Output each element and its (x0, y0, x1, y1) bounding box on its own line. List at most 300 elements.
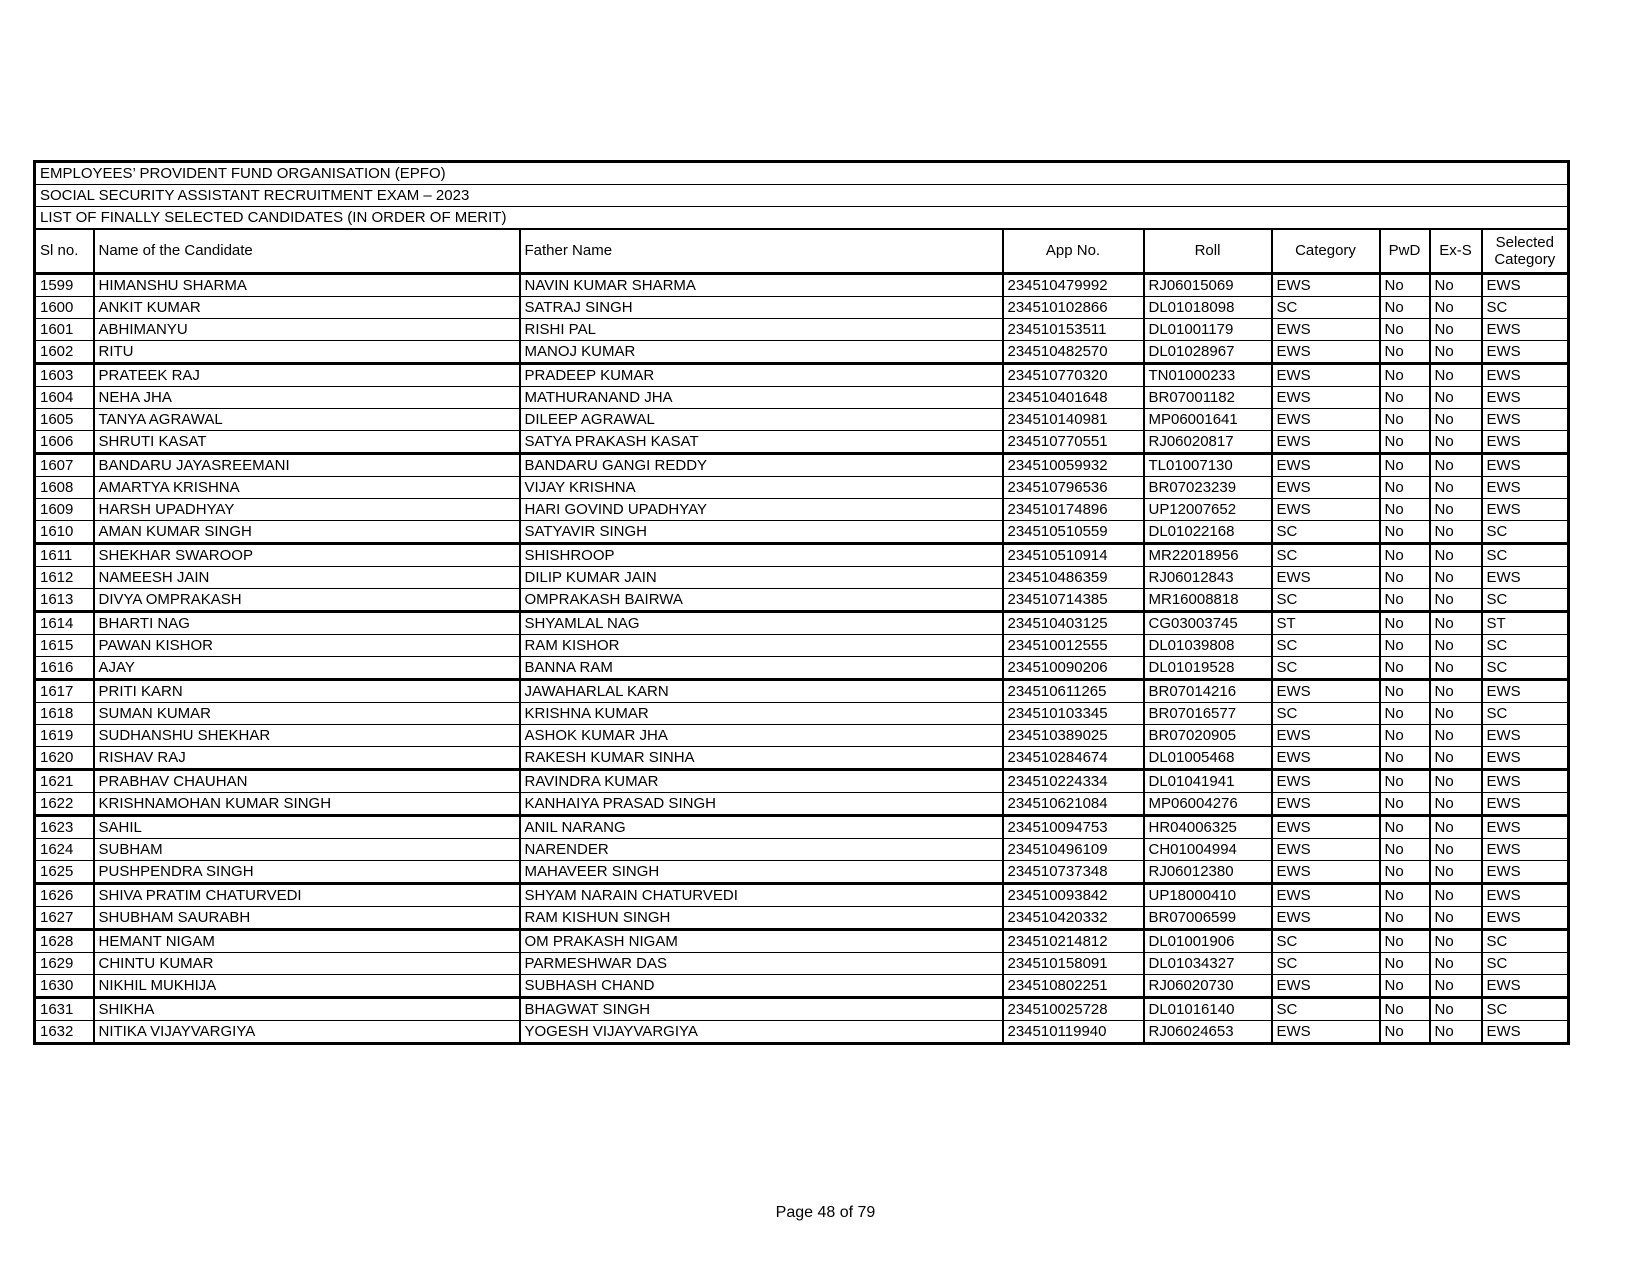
cell-ex-s: No (1430, 930, 1482, 953)
table-row (35, 930, 1569, 953)
cell-ex-s: No (1430, 341, 1482, 364)
cell-ex-s: No (1430, 387, 1482, 409)
cell-pwd: No (1380, 477, 1430, 499)
cell-selected-category: EWS (1482, 274, 1569, 297)
cell-category: EWS (1272, 816, 1380, 839)
cell-roll: BR07023239 (1144, 477, 1272, 499)
cell-pwd: No (1380, 635, 1430, 657)
cell-selected-category: EWS (1482, 975, 1569, 998)
cell-candidate-name: SHRUTI KASAT (94, 431, 520, 454)
cell-roll: CG03003745 (1144, 612, 1272, 635)
cell-sl-no: 1626 (35, 884, 94, 907)
cell-father-name: ANIL NARANG (520, 816, 1003, 839)
cell-roll: BR07020905 (1144, 725, 1272, 747)
cell-pwd: No (1380, 364, 1430, 387)
cell-sl-no: 1601 (35, 319, 94, 341)
cell-father-name: JAWAHARLAL KARN (520, 680, 1003, 703)
cell-selected-category: EWS (1482, 454, 1569, 477)
cell-selected-category: EWS (1482, 364, 1569, 387)
table-row (35, 454, 1569, 477)
column-header-pwd: PwD (1380, 229, 1430, 274)
cell-roll: DL01028967 (1144, 341, 1272, 364)
cell-candidate-name: DIVYA OMPRAKASH (94, 589, 520, 612)
cell-pwd: No (1380, 341, 1430, 364)
cell-pwd: No (1380, 612, 1430, 635)
cell-pwd: No (1380, 998, 1430, 1021)
cell-father-name: MANOJ KUMAR (520, 341, 1003, 364)
cell-sl-no: 1629 (35, 953, 94, 975)
cell-category: EWS (1272, 680, 1380, 703)
cell-category: ST (1272, 612, 1380, 635)
cell-selected-category: EWS (1482, 747, 1569, 770)
cell-pwd: No (1380, 953, 1430, 975)
column-header-ex-s: Ex-S (1430, 229, 1482, 274)
cell-selected-category: EWS (1482, 793, 1569, 816)
cell-selected-category: EWS (1482, 839, 1569, 861)
cell-app-no: 234510012555 (1003, 635, 1144, 657)
cell-selected-category: ST (1482, 612, 1569, 635)
cell-selected-category: SC (1482, 998, 1569, 1021)
cell-ex-s: No (1430, 725, 1482, 747)
table-row (35, 409, 1569, 431)
cell-sl-no: 1605 (35, 409, 94, 431)
cell-sl-no: 1604 (35, 387, 94, 409)
cell-ex-s: No (1430, 319, 1482, 341)
cell-candidate-name: HEMANT NIGAM (94, 930, 520, 953)
cell-roll: DL01041941 (1144, 770, 1272, 793)
column-header-roll: Roll (1144, 229, 1272, 274)
cell-candidate-name: SHIKHA (94, 998, 520, 1021)
cell-ex-s: No (1430, 589, 1482, 612)
cell-pwd: No (1380, 589, 1430, 612)
cell-sl-no: 1610 (35, 521, 94, 544)
cell-pwd: No (1380, 747, 1430, 770)
cell-pwd: No (1380, 861, 1430, 884)
cell-father-name: KRISHNA KUMAR (520, 703, 1003, 725)
cell-ex-s: No (1430, 274, 1482, 297)
table-row (35, 477, 1569, 499)
cell-father-name: SATRAJ SINGH (520, 297, 1003, 319)
cell-father-name: SUBHASH CHAND (520, 975, 1003, 998)
table-row (35, 680, 1569, 703)
cell-selected-category: EWS (1482, 477, 1569, 499)
cell-sl-no: 1613 (35, 589, 94, 612)
cell-roll: BR07001182 (1144, 387, 1272, 409)
cell-category: EWS (1272, 364, 1380, 387)
cell-pwd: No (1380, 499, 1430, 521)
cell-selected-category: EWS (1482, 884, 1569, 907)
cell-app-no: 234510025728 (1003, 998, 1144, 1021)
report-title: EMPLOYEES’ PROVIDENT FUND ORGANISATION (EPFO) (35, 162, 1569, 185)
cell-pwd: No (1380, 975, 1430, 998)
cell-father-name: SATYAVIR SINGH (520, 521, 1003, 544)
cell-app-no: 234510479992 (1003, 274, 1144, 297)
cell-candidate-name: PRABHAV CHAUHAN (94, 770, 520, 793)
cell-candidate-name: PRITI KARN (94, 680, 520, 703)
table-row (35, 431, 1569, 454)
cell-app-no: 234510486359 (1003, 567, 1144, 589)
cell-sl-no: 1607 (35, 454, 94, 477)
cell-father-name: DILEEP AGRAWAL (520, 409, 1003, 431)
cell-candidate-name: BHARTI NAG (94, 612, 520, 635)
cell-app-no: 234510059932 (1003, 454, 1144, 477)
cell-category: EWS (1272, 747, 1380, 770)
cell-category: SC (1272, 297, 1380, 319)
cell-category: EWS (1272, 454, 1380, 477)
table-body (35, 274, 1569, 1044)
cell-roll: DL01016140 (1144, 998, 1272, 1021)
cell-ex-s: No (1430, 612, 1482, 635)
table-row (35, 953, 1569, 975)
cell-pwd: No (1380, 657, 1430, 680)
cell-father-name: BANNA RAM (520, 657, 1003, 680)
cell-ex-s: No (1430, 657, 1482, 680)
cell-category: EWS (1272, 907, 1380, 930)
cell-candidate-name: AMARTYA KRISHNA (94, 477, 520, 499)
cell-roll: RJ06020817 (1144, 431, 1272, 454)
cell-sl-no: 1606 (35, 431, 94, 454)
cell-pwd: No (1380, 884, 1430, 907)
cell-pwd: No (1380, 297, 1430, 319)
cell-category: EWS (1272, 884, 1380, 907)
cell-pwd: No (1380, 431, 1430, 454)
report-list-heading: LIST OF FINALLY SELECTED CANDIDATES (IN ORDER OF MERIT) (35, 207, 1569, 230)
cell-selected-category: SC (1482, 544, 1569, 567)
table-row (35, 839, 1569, 861)
cell-sl-no: 1623 (35, 816, 94, 839)
cell-pwd: No (1380, 930, 1430, 953)
cell-category: SC (1272, 930, 1380, 953)
table-row (35, 341, 1569, 364)
table-row (35, 297, 1569, 319)
cell-pwd: No (1380, 544, 1430, 567)
cell-sl-no: 1620 (35, 747, 94, 770)
cell-ex-s: No (1430, 431, 1482, 454)
cell-app-no: 234510770320 (1003, 364, 1144, 387)
cell-selected-category: EWS (1482, 770, 1569, 793)
cell-sl-no: 1627 (35, 907, 94, 930)
cell-sl-no: 1625 (35, 861, 94, 884)
cell-category: EWS (1272, 499, 1380, 521)
cell-category: SC (1272, 635, 1380, 657)
cell-selected-category: SC (1482, 297, 1569, 319)
column-header-app-no: App No. (1003, 229, 1144, 274)
cell-roll: MP06004276 (1144, 793, 1272, 816)
cell-sl-no: 1622 (35, 793, 94, 816)
cell-app-no: 234510174896 (1003, 499, 1144, 521)
cell-ex-s: No (1430, 364, 1482, 387)
cell-app-no: 234510770551 (1003, 431, 1144, 454)
table-row (35, 657, 1569, 680)
table-row (35, 544, 1569, 567)
table-row (35, 274, 1569, 297)
cell-ex-s: No (1430, 567, 1482, 589)
table-row (35, 747, 1569, 770)
cell-app-no: 234510090206 (1003, 657, 1144, 680)
cell-roll: DL01001179 (1144, 319, 1272, 341)
cell-pwd: No (1380, 703, 1430, 725)
cell-ex-s: No (1430, 703, 1482, 725)
cell-candidate-name: TANYA AGRAWAL (94, 409, 520, 431)
table-row (35, 816, 1569, 839)
cell-roll: TL01007130 (1144, 454, 1272, 477)
cell-app-no: 234510802251 (1003, 975, 1144, 998)
cell-ex-s: No (1430, 770, 1482, 793)
cell-pwd: No (1380, 816, 1430, 839)
cell-sl-no: 1624 (35, 839, 94, 861)
cell-roll: BR07014216 (1144, 680, 1272, 703)
cell-candidate-name: SUDHANSHU SHEKHAR (94, 725, 520, 747)
cell-father-name: RAM KISHOR (520, 635, 1003, 657)
cell-app-no: 234510403125 (1003, 612, 1144, 635)
cell-pwd: No (1380, 567, 1430, 589)
cell-app-no: 234510621084 (1003, 793, 1144, 816)
cell-ex-s: No (1430, 409, 1482, 431)
cell-sl-no: 1615 (35, 635, 94, 657)
cell-roll: DL01001906 (1144, 930, 1272, 953)
table-row (35, 793, 1569, 816)
cell-selected-category: EWS (1482, 319, 1569, 341)
cell-father-name: YOGESH VIJAYVARGIYA (520, 1021, 1003, 1044)
cell-ex-s: No (1430, 998, 1482, 1021)
report-subtitle: SOCIAL SECURITY ASSISTANT RECRUITMENT EXAM – 2023 (35, 185, 1569, 207)
cell-sl-no: 1609 (35, 499, 94, 521)
cell-category: SC (1272, 544, 1380, 567)
cell-candidate-name: SUMAN KUMAR (94, 703, 520, 725)
cell-father-name: VIJAY KRISHNA (520, 477, 1003, 499)
table-row (35, 387, 1569, 409)
cell-candidate-name: ABHIMANYU (94, 319, 520, 341)
cell-roll: DL01034327 (1144, 953, 1272, 975)
cell-app-no: 234510482570 (1003, 341, 1144, 364)
cell-roll: RJ06024653 (1144, 1021, 1272, 1044)
cell-selected-category: EWS (1482, 409, 1569, 431)
cell-sl-no: 1603 (35, 364, 94, 387)
cell-candidate-name: BANDARU JAYASREEMANI (94, 454, 520, 477)
cell-father-name: RAVINDRA KUMAR (520, 770, 1003, 793)
cell-roll: RJ06012843 (1144, 567, 1272, 589)
cell-father-name: BHAGWAT SINGH (520, 998, 1003, 1021)
cell-category: EWS (1272, 274, 1380, 297)
table-row (35, 499, 1569, 521)
cell-candidate-name: HIMANSHU SHARMA (94, 274, 520, 297)
cell-roll: UP12007652 (1144, 499, 1272, 521)
cell-selected-category: EWS (1482, 1021, 1569, 1044)
cell-sl-no: 1612 (35, 567, 94, 589)
document-page (33, 160, 1570, 1045)
cell-father-name: SHISHROOP (520, 544, 1003, 567)
cell-roll: UP18000410 (1144, 884, 1272, 907)
cell-sl-no: 1602 (35, 341, 94, 364)
cell-category: SC (1272, 703, 1380, 725)
cell-father-name: RAKESH KUMAR SINHA (520, 747, 1003, 770)
column-header-candidate-name: Name of the Candidate (94, 229, 520, 274)
cell-selected-category: SC (1482, 589, 1569, 612)
cell-sl-no: 1611 (35, 544, 94, 567)
cell-pwd: No (1380, 839, 1430, 861)
cell-app-no: 234510714385 (1003, 589, 1144, 612)
cell-selected-category: SC (1482, 703, 1569, 725)
cell-pwd: No (1380, 770, 1430, 793)
cell-app-no: 234510510559 (1003, 521, 1144, 544)
table-row (35, 521, 1569, 544)
cell-app-no: 234510737348 (1003, 861, 1144, 884)
table-row (35, 319, 1569, 341)
cell-sl-no: 1631 (35, 998, 94, 1021)
report-list-heading-row (35, 207, 1569, 230)
cell-category: SC (1272, 953, 1380, 975)
table-row (35, 770, 1569, 793)
cell-app-no: 234510094753 (1003, 816, 1144, 839)
cell-category: SC (1272, 589, 1380, 612)
cell-father-name: DILIP KUMAR JAIN (520, 567, 1003, 589)
cell-app-no: 234510496109 (1003, 839, 1144, 861)
cell-pwd: No (1380, 1021, 1430, 1044)
cell-category: EWS (1272, 1021, 1380, 1044)
cell-ex-s: No (1430, 747, 1482, 770)
cell-sl-no: 1618 (35, 703, 94, 725)
table-row (35, 884, 1569, 907)
cell-candidate-name: NAMEESH JAIN (94, 567, 520, 589)
cell-father-name: PRADEEP KUMAR (520, 364, 1003, 387)
cell-pwd: No (1380, 409, 1430, 431)
cell-pwd: No (1380, 521, 1430, 544)
cell-candidate-name: HARSH UPADHYAY (94, 499, 520, 521)
cell-roll: RJ06020730 (1144, 975, 1272, 998)
cell-selected-category: EWS (1482, 387, 1569, 409)
cell-selected-category: EWS (1482, 341, 1569, 364)
cell-roll: BR07006599 (1144, 907, 1272, 930)
cell-father-name: BANDARU GANGI REDDY (520, 454, 1003, 477)
cell-ex-s: No (1430, 839, 1482, 861)
cell-selected-category: SC (1482, 953, 1569, 975)
table-row (35, 1021, 1569, 1044)
cell-candidate-name: SHIVA PRATIM CHATURVEDI (94, 884, 520, 907)
cell-category: EWS (1272, 341, 1380, 364)
cell-ex-s: No (1430, 477, 1482, 499)
cell-father-name: NAVIN KUMAR SHARMA (520, 274, 1003, 297)
cell-roll: DL01039808 (1144, 635, 1272, 657)
cell-ex-s: No (1430, 521, 1482, 544)
cell-father-name: RAM KISHUN SINGH (520, 907, 1003, 930)
cell-candidate-name: PUSHPENDRA SINGH (94, 861, 520, 884)
cell-selected-category: EWS (1482, 431, 1569, 454)
cell-sl-no: 1621 (35, 770, 94, 793)
cell-candidate-name: SUBHAM (94, 839, 520, 861)
cell-pwd: No (1380, 387, 1430, 409)
cell-candidate-name: KRISHNAMOHAN KUMAR SINGH (94, 793, 520, 816)
cell-category: EWS (1272, 861, 1380, 884)
cell-candidate-name: AMAN KUMAR SINGH (94, 521, 520, 544)
cell-candidate-name: NIKHIL MUKHIJA (94, 975, 520, 998)
cell-ex-s: No (1430, 544, 1482, 567)
cell-pwd: No (1380, 907, 1430, 930)
cell-app-no: 234510224334 (1003, 770, 1144, 793)
cell-sl-no: 1628 (35, 930, 94, 953)
cell-category: EWS (1272, 477, 1380, 499)
cell-father-name: PARMESHWAR DAS (520, 953, 1003, 975)
cell-category: EWS (1272, 725, 1380, 747)
cell-candidate-name: NITIKA VIJAYVARGIYA (94, 1021, 520, 1044)
cell-candidate-name: SAHIL (94, 816, 520, 839)
cell-roll: TN01000233 (1144, 364, 1272, 387)
cell-candidate-name: AJAY (94, 657, 520, 680)
cell-ex-s: No (1430, 1021, 1482, 1044)
cell-ex-s: No (1430, 884, 1482, 907)
cell-sl-no: 1630 (35, 975, 94, 998)
page-number: Page 48 of 79 (775, 1204, 876, 1221)
cell-ex-s: No (1430, 297, 1482, 319)
column-header-category: Category (1272, 229, 1380, 274)
cell-father-name: MAHAVEER SINGH (520, 861, 1003, 884)
cell-app-no: 234510153511 (1003, 319, 1144, 341)
cell-roll: HR04006325 (1144, 816, 1272, 839)
cell-app-no: 234510158091 (1003, 953, 1144, 975)
cell-pwd: No (1380, 454, 1430, 477)
cell-sl-no: 1599 (35, 274, 94, 297)
table-row (35, 861, 1569, 884)
cell-pwd: No (1380, 725, 1430, 747)
cell-category: EWS (1272, 839, 1380, 861)
report-subtitle-row (35, 185, 1569, 207)
cell-sl-no: 1616 (35, 657, 94, 680)
cell-father-name: OMPRAKASH BAIRWA (520, 589, 1003, 612)
cell-app-no: 234510093842 (1003, 884, 1144, 907)
cell-app-no: 234510214812 (1003, 930, 1144, 953)
cell-ex-s: No (1430, 861, 1482, 884)
cell-sl-no: 1619 (35, 725, 94, 747)
cell-ex-s: No (1430, 907, 1482, 930)
cell-sl-no: 1617 (35, 680, 94, 703)
cell-father-name: SATYA PRAKASH KASAT (520, 431, 1003, 454)
column-header-row (35, 229, 1569, 274)
cell-category: SC (1272, 998, 1380, 1021)
cell-app-no: 234510284674 (1003, 747, 1144, 770)
cell-pwd: No (1380, 274, 1430, 297)
cell-selected-category: EWS (1482, 680, 1569, 703)
cell-ex-s: No (1430, 953, 1482, 975)
cell-app-no: 234510140981 (1003, 409, 1144, 431)
table-row (35, 998, 1569, 1021)
cell-category: EWS (1272, 567, 1380, 589)
cell-ex-s: No (1430, 680, 1482, 703)
cell-candidate-name: SHEKHAR SWAROOP (94, 544, 520, 567)
column-header-sl-no: Sl no. (35, 229, 94, 274)
table-row (35, 589, 1569, 612)
cell-father-name: NARENDER (520, 839, 1003, 861)
cell-app-no: 234510103345 (1003, 703, 1144, 725)
cell-roll: RJ06012380 (1144, 861, 1272, 884)
cell-category: SC (1272, 657, 1380, 680)
cell-category: EWS (1272, 409, 1380, 431)
cell-app-no: 234510611265 (1003, 680, 1144, 703)
cell-candidate-name: RISHAV RAJ (94, 747, 520, 770)
cell-roll: BR07016577 (1144, 703, 1272, 725)
cell-sl-no: 1600 (35, 297, 94, 319)
cell-category: EWS (1272, 793, 1380, 816)
column-header-selected-category: Selected Category (1482, 229, 1569, 274)
cell-roll: MR22018956 (1144, 544, 1272, 567)
cell-ex-s: No (1430, 975, 1482, 998)
cell-category: SC (1272, 521, 1380, 544)
cell-candidate-name: CHINTU KUMAR (94, 953, 520, 975)
cell-roll: RJ06015069 (1144, 274, 1272, 297)
cell-category: EWS (1272, 431, 1380, 454)
cell-ex-s: No (1430, 816, 1482, 839)
table-row (35, 612, 1569, 635)
cell-candidate-name: PRATEEK RAJ (94, 364, 520, 387)
cell-app-no: 234510102866 (1003, 297, 1144, 319)
